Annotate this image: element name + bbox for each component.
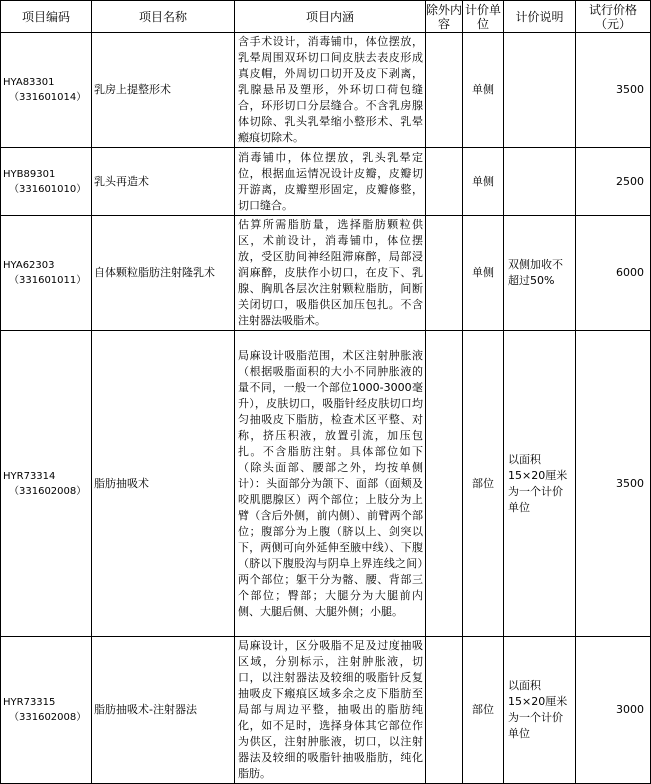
header-code: 项目编码 (1, 1, 92, 33)
table-row (1, 148, 651, 216)
item-content: 含手术设计，消毒铺巾，体位摆放，乳晕周围双环切口间皮肤去表皮形成真皮帽，外周切口切开及皮下剥离，乳腺悬吊及塑形，外环切口荷包缝合，环形切口分层缝合。不含乳房腺体切除、乳头乳晕缩小整形术、乳晕瘢痕切除术。 (235, 33, 426, 148)
row-code-cell (1, 331, 92, 637)
item-price: 6000 (576, 216, 651, 331)
item-price: 3500 (576, 331, 651, 637)
header-row (1, 1, 651, 33)
item-pricing-note (504, 33, 576, 148)
item-content: 局麻设计，区分吸脂不足及过度抽吸区域，分别标示，注射肿胀液，切口，以注射器法及较细的吸脂针反复抽吸皮下瘢痕区域多余之皮下脂肪至局部与周边平整，抽吸出的脂肪纯化，如不足时，选择身体其它部位作为供区，注射肿胀液，切口，以注射器法及较细的吸脂针抽吸脂肪，纯化脂肪。 (235, 637, 426, 784)
item-pricing-note: 以面积15×20厘米为一个计价单位 (504, 331, 576, 637)
table-row (1, 33, 651, 148)
row-code-cell (1, 33, 92, 148)
item-name: 乳头再造术 (92, 148, 235, 216)
item-unit: 部位 (463, 331, 504, 637)
item-pricing-note: 双侧加收不超过50% (504, 216, 576, 331)
table-row (1, 331, 651, 637)
item-pricing-note (504, 148, 576, 216)
table-row (1, 216, 651, 331)
item-price: 3000 (576, 637, 651, 784)
item-name: 自体颗粒脂肪注射隆乳术 (92, 216, 235, 331)
item-unit: 单侧 (463, 148, 504, 216)
header-exclusion: 除外内容 (426, 2, 463, 31)
item-unit: 单侧 (463, 33, 504, 148)
item-content: 局麻设计吸脂范围，术区注射肿胀液（根据吸脂面积的大小不同肿胀液的量不同，一般一个部位1000-3000毫升），皮肤切口，吸脂针经皮肤切口均匀抽吸皮下脂肪，检查术区平整、对称，挤压积液，放置引流，加压包扎。不含脂肪注射。具体部位如下（除头面部、腰部之外，均按单侧计）：头面部分为颌下、面部（面颊及咬肌腮腺区）两个部位；上肢分为上臂（含后外侧，前内侧）、前臂两个部位；腹部分为上腹（脐以上、剑突以下，两侧可向外延伸至腋中线）、下腹（脐以下腹股沟与阴阜上界连线之间）两个部位；躯干分为髂、腰、背部三个部位；臀部；大腿分为大腿前内侧、大腿后侧、大腿外侧；小腿。 (235, 331, 426, 637)
item-content: 消毒铺巾，体位摆放，乳头乳晕定位，根据血运情况设计皮瓣，皮瓣切开游离，皮瓣塑形固定，皮瓣修整，切口缝合。 (235, 148, 426, 216)
item-code-sub: （331602008） (9, 712, 87, 723)
item-code: HYR73315 (3, 697, 56, 708)
item-price: 2500 (576, 148, 651, 216)
item-pricing-note: 以面积15×20厘米为一个计价单位 (504, 637, 576, 784)
item-exclusion (426, 637, 463, 784)
item-name: 乳房上提整形术 (92, 33, 235, 148)
item-price: 3500 (576, 33, 651, 148)
item-exclusion (426, 216, 463, 331)
header-name: 项目名称 (92, 1, 235, 33)
header-unit: 计价单位 (463, 1, 504, 33)
item-exclusion (426, 33, 463, 148)
item-code: HYA83301 (3, 77, 55, 88)
item-code: HYA62303 (3, 260, 55, 271)
header-price: 试行价格（元） (576, 1, 651, 33)
row-code-cell (1, 148, 92, 216)
item-exclusion (426, 331, 463, 637)
header-pricing-note: 计价说明 (504, 1, 576, 33)
item-content: 估算所需脂肪量，选择脂肪颗粒供区，术前设计，消毒铺巾，体位摆放，受区肋间神经阻滞麻醉，局部浸润麻醉，皮肤作小切口，在皮下、乳腺、胸肌各层次注射颗粒脂肪，间断关闭切口，吸脂供区加压包扎。不含注射器法吸脂术。 (235, 216, 426, 331)
header-content: 项目内涵 (235, 1, 426, 33)
item-name: 脂肪抽吸术 (92, 331, 235, 637)
item-code-sub: （331601014） (9, 92, 87, 103)
row-code-cell (1, 637, 92, 784)
item-code: HYR73314 (3, 470, 56, 482)
item-code-sub: （331601011） (9, 275, 87, 286)
item-code-sub: （331602008） (9, 485, 87, 497)
item-unit: 部位 (463, 637, 504, 784)
table-row (1, 637, 651, 784)
item-code-sub: （331601010） (9, 183, 87, 195)
item-exclusion (426, 148, 463, 216)
row-code-cell (1, 216, 92, 331)
item-unit: 单侧 (463, 216, 504, 331)
item-name: 脂肪抽吸术-注射器法 (92, 637, 235, 784)
item-code: HYB89301 (3, 168, 56, 180)
